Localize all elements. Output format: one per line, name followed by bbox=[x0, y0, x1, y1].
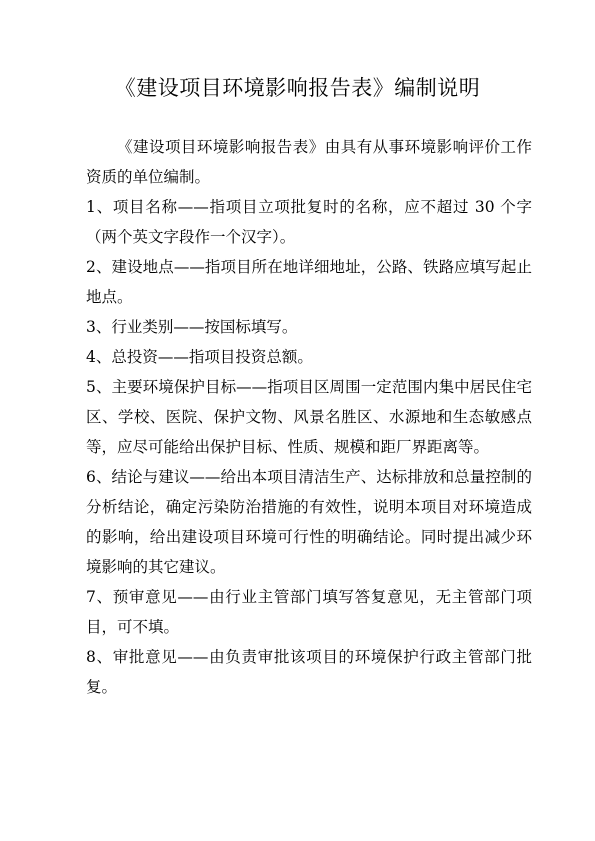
item-industry-category: 3、行业类别——按国标填写。 bbox=[86, 318, 298, 336]
item-preliminary-review: 7、预审意见——由行业主管部门填写答复意见，无主管部门项目，可不填。 bbox=[86, 588, 532, 636]
item-protection-targets: 5、主要环境保护目标——指项目区周围一定范围内集中居民住宅区、学校、医院、保护文物、风景名胜区、水源地和生态敏感点等，应尽可能给出保护目标、性质、规模和距厂界距离等。 bbox=[86, 378, 532, 456]
item-conclusions: 6、结论与建议——给出本项目清洁生产、达标排放和总量控制的分析结论，确定污染防治措施的有效性，说明本项目对环境造成的影响，给出建设项目环境可行性的明确结论。同时提出减少环境影响的其它建议。 bbox=[86, 468, 532, 576]
document-body bbox=[86, 132, 532, 702]
intro-paragraph: 《建设项目环境影响报告表》由具有从事环境影响评价工作资质的单位编制。 bbox=[86, 138, 532, 186]
item-construction-site: 2、建设地点——指项目所在地详细地址，公路、铁路应填写起止地点。 bbox=[86, 258, 532, 306]
item-project-name: 1、项目名称——指项目立项批复时的名称，应不超过 30 个字（两个英文字段作一个汉字）。 bbox=[86, 198, 532, 246]
item-total-investment: 4、总投资——指项目投资总额。 bbox=[86, 348, 313, 366]
document-title: 《建设项目环境影响报告表》编制说明 bbox=[114, 76, 481, 100]
item-approval-opinion: 8、审批意见——由负责审批该项目的环境保护行政主管部门批复。 bbox=[86, 648, 532, 696]
